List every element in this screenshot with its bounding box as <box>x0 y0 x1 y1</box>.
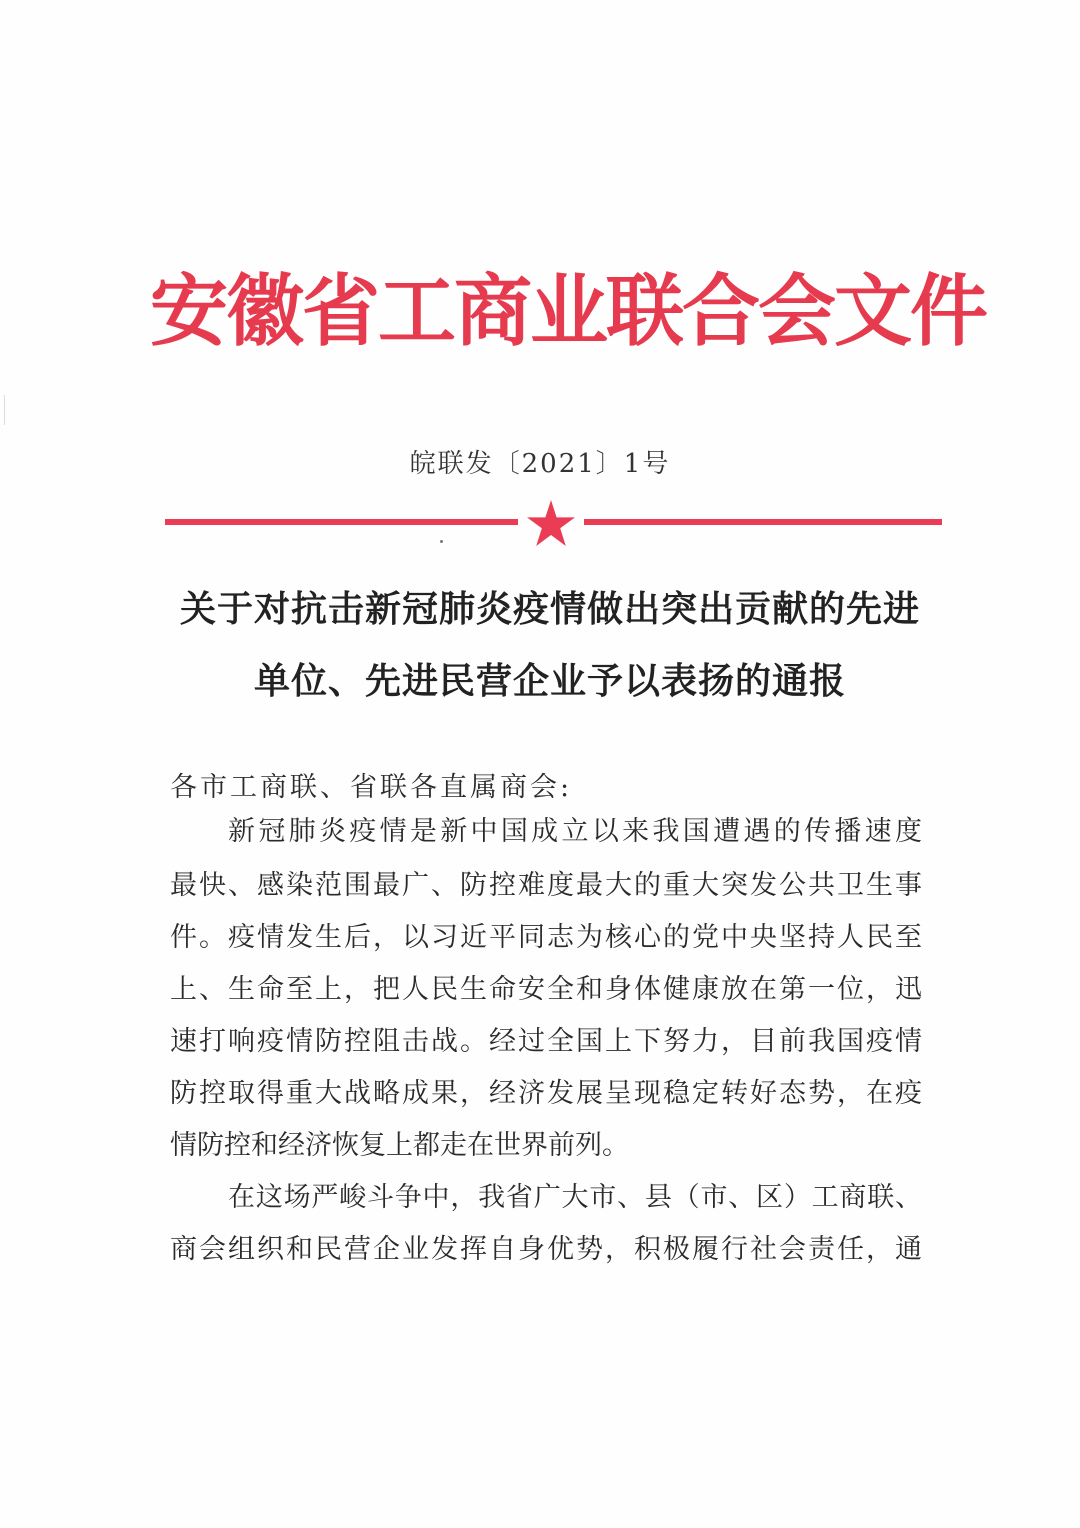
body-paragraph-line: 防控取得重大战略成果，经济发展呈现稳定转好态势，在疫 <box>170 1078 922 1109</box>
notice-title-line-2: 单位、先进民营企业予以表扬的通报 <box>253 660 846 702</box>
document-number: 皖联发〔2021〕1号 <box>409 449 671 479</box>
body-paragraph-line: 商会组织和民营企业发挥自身优势，积极履行社会责任，通 <box>170 1234 922 1265</box>
body-paragraph-line: 上、生命至上，把人民生命安全和身体健康放在第一位，迅 <box>170 974 922 1005</box>
body-paragraph-line: 在这场严峻斗争中，我省广大市、县（市、区）工商联、 <box>228 1182 922 1213</box>
scan-edge-mark <box>4 395 5 425</box>
salutation: 各市工商联、省联各直属商会: <box>170 772 573 803</box>
star-icon <box>527 500 575 546</box>
body-paragraph-line: 新冠肺炎疫情是新中国成立以来我国遭遇的传播速度 <box>228 816 922 847</box>
body-paragraph-line: 情防控和经济恢复上都走在世界前列。 <box>170 1130 629 1161</box>
notice-title-line-1: 关于对抗击新冠肺炎疫情做出突出贡献的先进 <box>179 588 920 630</box>
header-divider-right <box>584 519 942 525</box>
document-header-title: 安徽省工商业联合会文件 <box>150 266 987 357</box>
body-paragraph-line: 件。疫情发生后，以习近平同志为核心的党中央坚持人民至 <box>170 922 922 953</box>
body-paragraph-line: 最快、感染范围最广、防控难度最大的重大突发公共卫生事 <box>170 870 922 901</box>
scan-dot-mark <box>440 540 443 543</box>
header-divider-left <box>165 519 518 525</box>
body-paragraph-line: 速打响疫情防控阻击战。经过全国上下努力，目前我国疫情 <box>170 1026 922 1057</box>
